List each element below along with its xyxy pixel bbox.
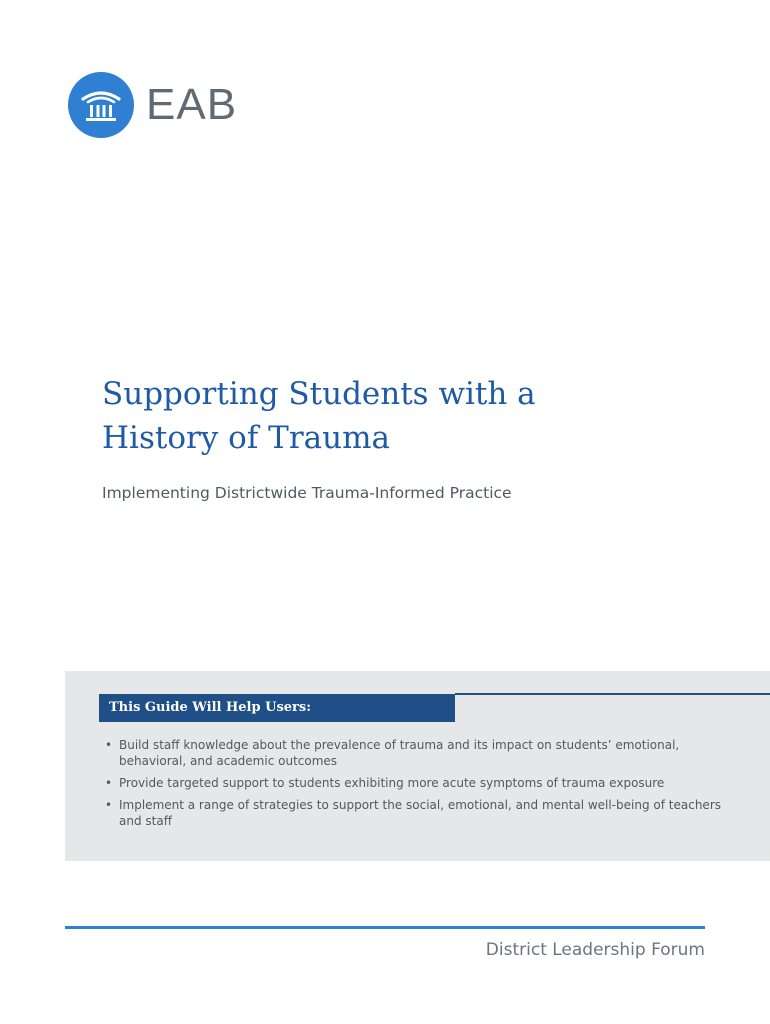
bullet-text: Implement a range of strategies to support the social, emotional, and mental well-being of teachers and staff: [119, 798, 721, 828]
list-item: [101, 797, 731, 829]
bullet-dot-icon: •: [105, 776, 113, 790]
footer-forum-name: District Leadership Forum: [485, 940, 705, 960]
document-title: [102, 372, 622, 460]
guide-bullet-list: [101, 737, 731, 835]
panel-header-text: This Guide Will Help Users:: [109, 700, 312, 715]
list-item: [101, 775, 731, 791]
list-item: [101, 737, 731, 769]
document-subtitle: Implementing Districtwide Trauma-Informed Practice: [102, 484, 512, 502]
eab-logo: [68, 72, 237, 138]
logo-wordmark: EAB: [146, 80, 238, 129]
bullet-text: Build staff knowledge about the prevalence of trauma and its impact on students’ emotional, behavioral, and academic outcomes: [119, 738, 680, 768]
title-line-2: History of Trauma: [102, 420, 390, 456]
panel-divider: [455, 693, 770, 695]
title-line-1: Supporting Students with a: [102, 376, 536, 412]
panel-header: [99, 694, 455, 722]
bullet-dot-icon: •: [105, 798, 113, 812]
building-columns-icon: [68, 72, 134, 138]
bullet-dot-icon: •: [105, 738, 113, 752]
guide-panel: [65, 671, 770, 861]
bullet-text: Provide targeted support to students exhibiting more acute symptoms of trauma exposure: [119, 776, 665, 790]
footer-divider: [65, 926, 705, 929]
